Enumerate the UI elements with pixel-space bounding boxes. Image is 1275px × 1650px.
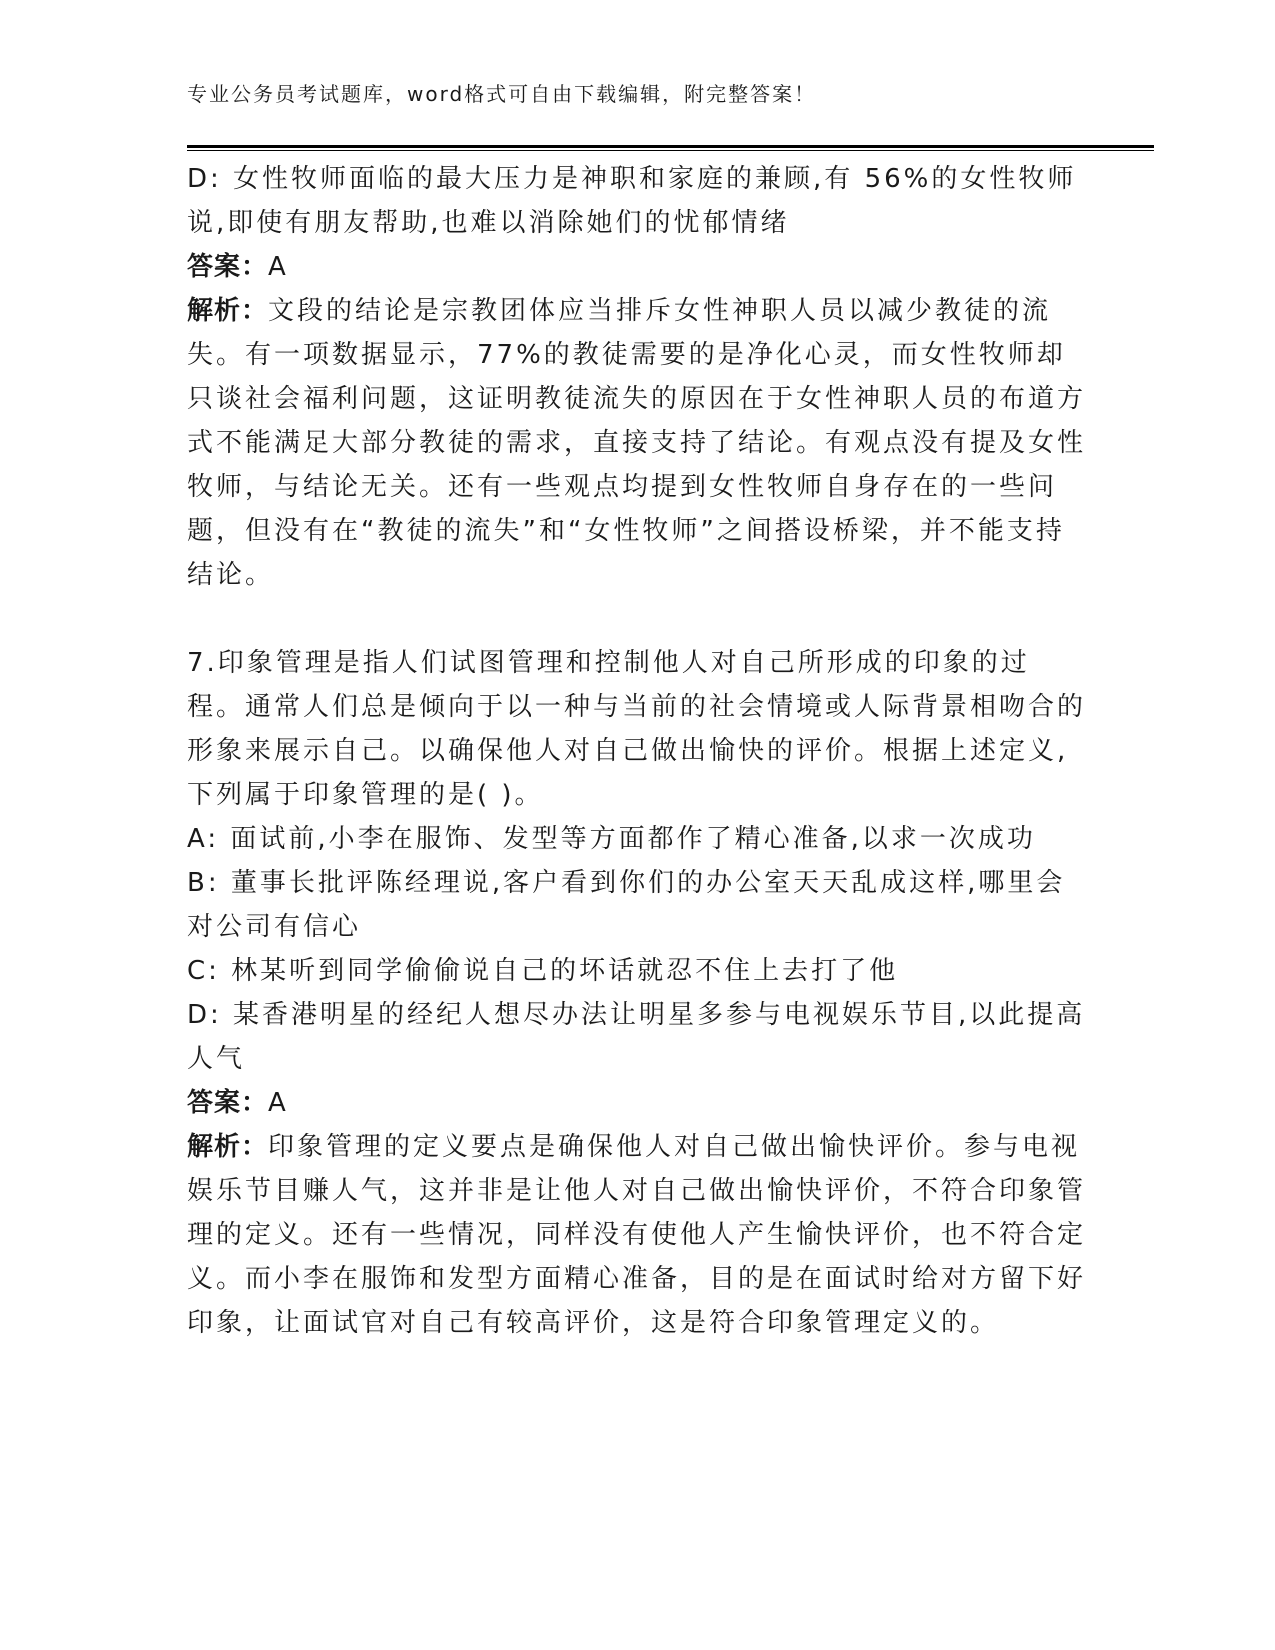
q7-stem: 7.印象管理是指人们试图管理和控制他人对自己所形成的印象的过程。通常人们总是倾向于以一种与当前的社会情境或人际背景相吻合的形象来展示自己。以确保他人对自己做出愉快的评价。根据上述定义,下列属于印象管理的是( )。 xyxy=(187,648,1087,810)
q6-analysis xyxy=(187,289,1087,597)
q6-option-d: D: 女性牧师面临的最大压力是神职和家庭的兼顾,有 56%的女性牧师说,即使有朋友帮助,也难以消除她们的忧郁情绪 xyxy=(187,164,1077,238)
q7-answer-value: A xyxy=(268,1088,289,1118)
q7-analysis-label: 解析： xyxy=(187,1132,269,1162)
q7-answer-label: 答案： xyxy=(187,1088,269,1118)
q7-option-c: C: 林某听到同学偷偷说自己的坏话就忍不住上去打了他 xyxy=(187,956,899,986)
q7-answer xyxy=(187,1081,1087,1125)
header-rule-thin xyxy=(187,150,1154,151)
q6-answer-label: 答案： xyxy=(187,252,269,282)
page-header: 专业公务员考试题库，word格式可自由下载编辑，附完整答案！ xyxy=(187,82,817,106)
header-rule-thick xyxy=(187,145,1154,148)
q7-analysis xyxy=(187,1125,1087,1345)
q6-analysis-text: 文段的结论是宗教团体应当排斥女性神职人员以减少教徒的流失。有一项数据显示，77%的教徒需要的是净化心灵，而女性牧师却只谈社会福利问题，这证明教徒流失的原因在于女性神职人员的布道方式不能满足大部分教徒的需求，直接支持了结论。有观点没有提及女性牧师，与结论无关。还有一些观点均提到女性牧师自身存在的一些问题，但没有在“教徒的流失”和“女性牧师”之间搭设桥梁，并不能支持结论。 xyxy=(187,296,1087,590)
q7-option-a: A: 面试前,小李在服饰、发型等方面都作了精心准备,以求一次成功 xyxy=(187,824,1036,854)
q6-answer xyxy=(187,245,1087,289)
document-body xyxy=(187,157,1087,1345)
q6-analysis-label: 解析： xyxy=(187,296,269,326)
q6-answer-value: A xyxy=(268,252,289,282)
question-gap xyxy=(187,597,1087,641)
q7-option-d: D: 某香港明星的经纪人想尽办法让明星多参与电视娱乐节目,以此提高人气 xyxy=(187,1000,1086,1074)
q7-analysis-text: 印象管理的定义要点是确保他人对自己做出愉快评价。参与电视娱乐节目赚人气，这并非是让他人对自己做出愉快评价，不符合印象管理的定义。还有一些情况，同样没有使他人产生愉快评价，也不符合定义。而小李在服饰和发型方面精心准备，目的是在面试时给对方留下好印象，让面试官对自己有较高评价，这是符合印象管理定义的。 xyxy=(187,1132,1087,1338)
q7-option-b: B: 董事长批评陈经理说,客户看到你们的办公室天天乱成这样,哪里会对公司有信心 xyxy=(187,868,1066,942)
